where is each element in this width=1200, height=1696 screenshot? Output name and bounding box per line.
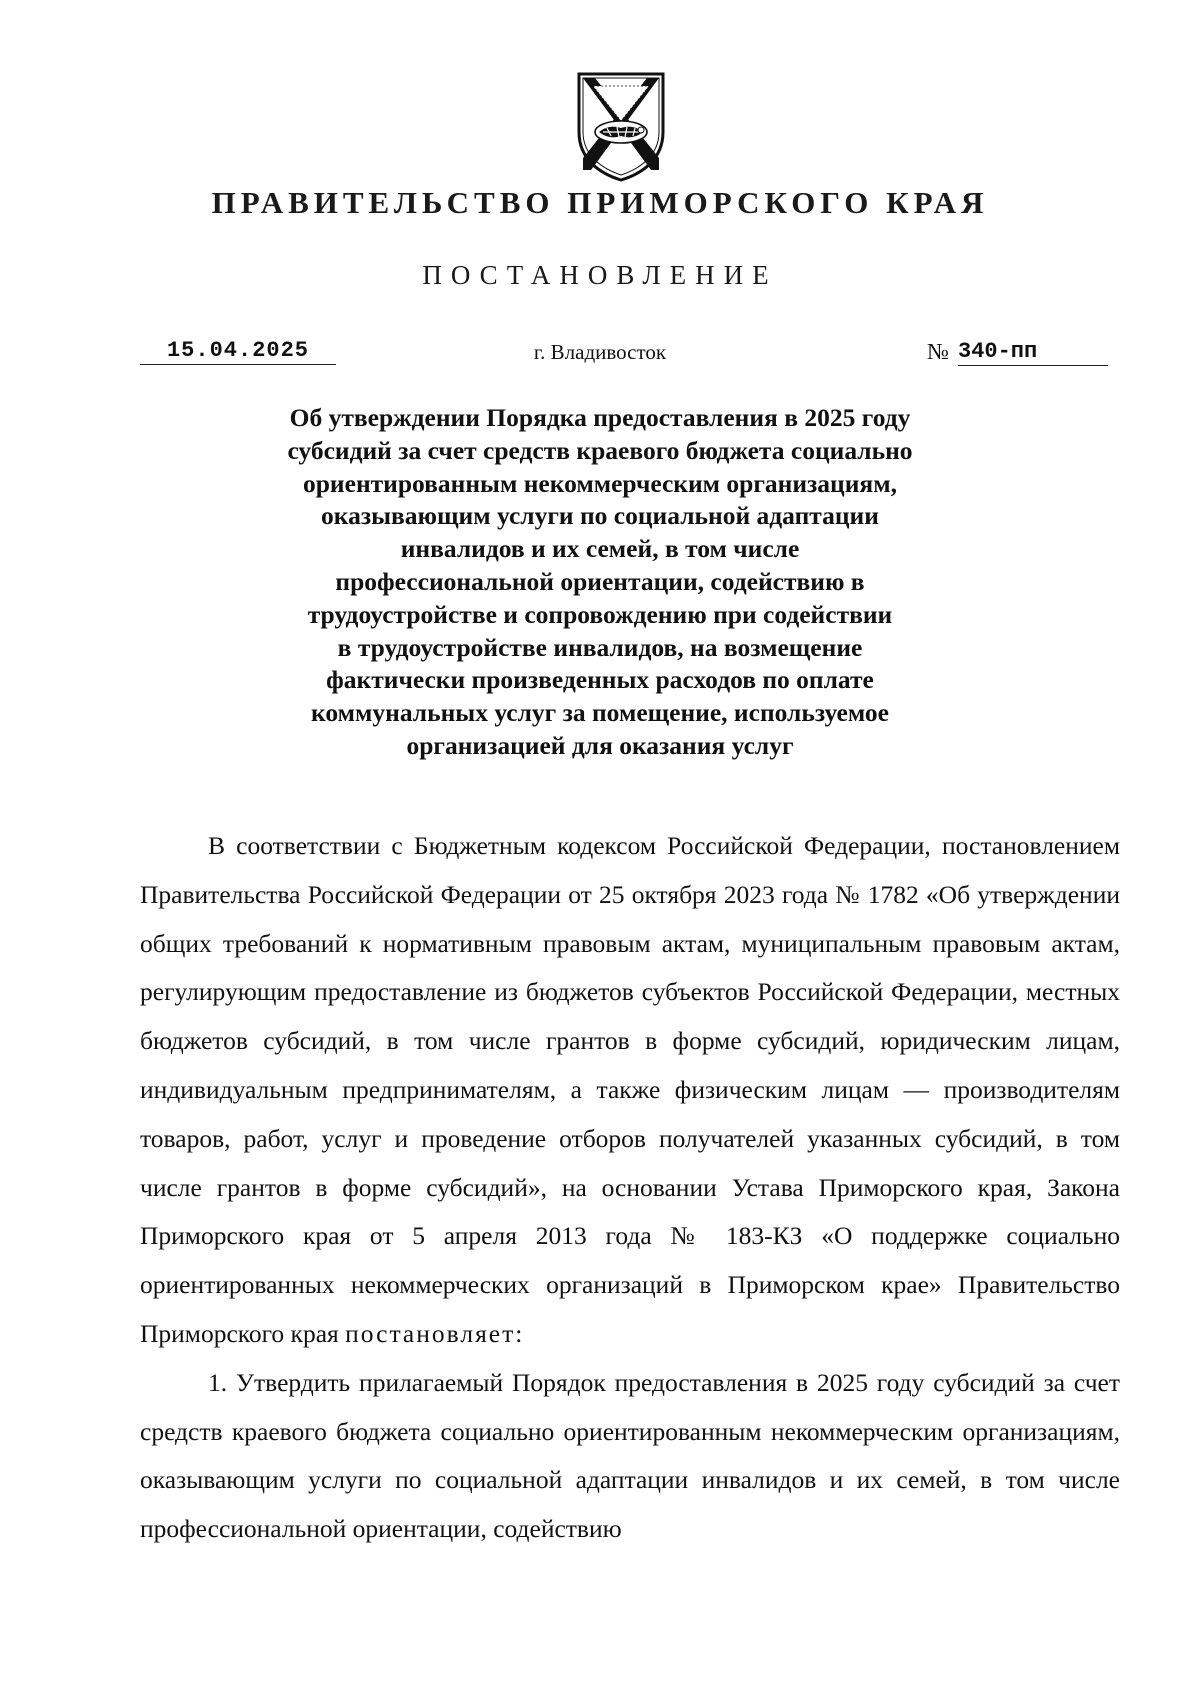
document-meta [0,338,1200,372]
decree-title [200,402,1000,763]
decree-title-line: профессиональной ориентации, содействию в [335,566,865,596]
decree-title-line: субсидий за счет средств краевого бюджета социально [287,435,913,465]
decree-title-line: в трудоустройстве инвалидов, на возмещение [337,632,863,662]
preamble-text: В соответствии с Бюджетным кодексом Российской Федерации, постановлением Правительства Российской Федерации от 25 октября 2023 года № 1782 «Об утверждении общих требований к нормативным правовым актам, муниципальным правовым актам, регулирующим предоставление из бюджетов субъектов Российской Федерации, местных бюджетов субсидий, в том числе грантов в форме субсидий, юридическим лицам, индивидуальным предпринимателям, а также физическим лицам — производителям товаров, работ, услуг и проведение отборов получателей указанных субсидий, в том числе грантов в форме субсидий», на основании Устава Приморского края, Закона Приморского края от 5 апреля 2013 года № 183-КЗ «О поддержке социально ориентированных некоммерческих организаций в Приморском крае» Правительство Приморского края [140,831,1120,1348]
decree-title-line: фактически произведенных расходов по оплате [326,665,874,695]
decree-title-line: оказывающим услуги по социальной адаптации [321,501,879,531]
preamble-paragraph [140,822,1120,1359]
coat-of-arms-emblem [575,66,667,182]
document-date: 15.04.2025 [140,338,336,365]
organization-title: ПРАВИТЕЛЬСТВО ПРИМОРСКОГО КРАЯ [211,185,989,220]
document-number-label: № [927,339,949,364]
decree-title-line: организацией для оказания услуг [406,730,794,760]
decree-title-line: коммунальных услуг за помещение, используемое [311,698,889,728]
decree-title-line: ориентированным некоммерческим организациям, [303,468,897,498]
document-number: 340-пп [958,339,1108,366]
document-city: г. Владивосток [533,340,667,364]
document-type-heading: ПОСТАНОВЛЕНИЕ [422,260,778,290]
decree-title-line: инвалидов и их семей, в том числе [400,534,800,564]
item-1-paragraph: 1. Утвердить прилагаемый Порядок предоставления в 2025 году субсидий за счет средств краевого бюджета социально ориентированным некоммерческим организациям, оказывающим услуги по социальной адаптации инвалидов и их семей, в том числе профессиональной ориентации, содействию [140,1367,1120,1544]
resolves-word: постановляет: [345,1318,525,1348]
decree-title-line: трудоустройстве и сопровождению при содействии [307,599,893,629]
decree-title-line: Об утверждении Порядка предоставления в 2025 году [289,403,911,432]
decree-body [140,822,1120,1554]
